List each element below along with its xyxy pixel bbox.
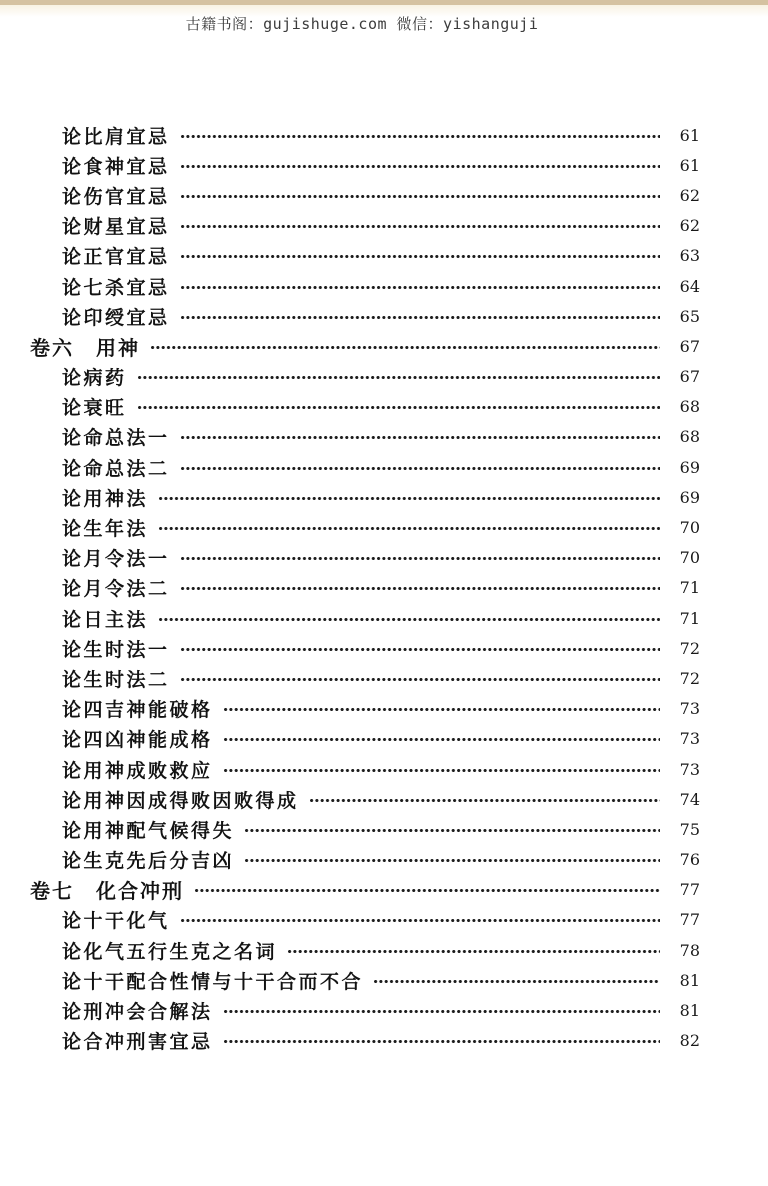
toc-entry-title: 论食神宜忌 bbox=[62, 155, 170, 178]
toc-entry-title: 论衰旺 bbox=[62, 397, 127, 420]
toc-entry-row bbox=[0, 392, 768, 422]
toc-page-number: 71 bbox=[679, 578, 700, 598]
toc-entry-title: 论用神法 bbox=[62, 487, 149, 510]
toc-page-number: 82 bbox=[679, 1031, 700, 1051]
toc-entry-title: 论化气五行生克之名词 bbox=[62, 940, 278, 963]
toc-entry-row bbox=[0, 603, 768, 633]
toc-entry-row bbox=[0, 814, 768, 844]
toc-entry-row bbox=[0, 150, 768, 180]
toc-entry-row bbox=[0, 663, 768, 693]
toc-page-number: 64 bbox=[679, 276, 700, 296]
toc-page-number: 62 bbox=[679, 185, 700, 205]
toc-entry-row bbox=[0, 452, 768, 482]
toc-entry-title: 论命总法一 bbox=[62, 427, 170, 450]
toc-page-number: 61 bbox=[679, 155, 700, 175]
toc-entry-title: 论命总法二 bbox=[62, 457, 170, 480]
toc-entry-row bbox=[0, 211, 768, 241]
dotted-leader bbox=[181, 556, 660, 561]
dotted-leader bbox=[310, 798, 660, 803]
dotted-leader bbox=[245, 828, 660, 833]
toc-section-row bbox=[0, 875, 768, 905]
toc-page-number: 75 bbox=[679, 819, 700, 839]
toc-entry-row bbox=[0, 362, 768, 392]
toc-entry-row bbox=[0, 180, 768, 210]
toc-page-number: 62 bbox=[679, 216, 700, 236]
dotted-leader bbox=[181, 647, 660, 652]
toc-page-number: 68 bbox=[679, 427, 700, 447]
toc-entry-title: 论伤官宜忌 bbox=[62, 185, 170, 208]
table-of-contents bbox=[0, 120, 768, 1056]
toc-page-number: 73 bbox=[679, 729, 700, 749]
toc-page-number: 76 bbox=[679, 850, 700, 870]
dotted-leader bbox=[288, 949, 660, 954]
dotted-leader bbox=[181, 194, 660, 199]
toc-entry-title: 论十干化气 bbox=[62, 910, 170, 933]
dotted-leader bbox=[181, 677, 660, 682]
toc-entry-row bbox=[0, 120, 768, 150]
toc-entry-row bbox=[0, 995, 768, 1025]
toc-page-number: 71 bbox=[679, 608, 700, 628]
toc-page-number: 67 bbox=[679, 336, 700, 356]
toc-page-number: 77 bbox=[679, 880, 700, 900]
toc-entry-title: 论财星宜忌 bbox=[62, 216, 170, 239]
toc-page-number: 63 bbox=[679, 246, 700, 266]
toc-entry-row bbox=[0, 754, 768, 784]
toc-entry-row bbox=[0, 784, 768, 814]
toc-page-number: 67 bbox=[679, 367, 700, 387]
toc-page-number: 70 bbox=[679, 548, 700, 568]
dotted-leader bbox=[181, 586, 660, 591]
toc-entry-title: 论用神配气候得失 bbox=[62, 819, 235, 842]
toc-entry-title: 论生年法 bbox=[62, 518, 149, 541]
toc-entry-row bbox=[0, 573, 768, 603]
toc-page-number: 65 bbox=[679, 306, 700, 326]
dotted-leader bbox=[159, 526, 660, 531]
toc-page-number: 77 bbox=[679, 910, 700, 930]
toc-page-number: 70 bbox=[679, 518, 700, 538]
toc-entry-title: 论用神成败救应 bbox=[62, 759, 213, 782]
toc-section-title: 卷七 化合冲刑 bbox=[30, 879, 184, 904]
toc-entry-row bbox=[0, 845, 768, 875]
toc-entry-title: 论七杀宜忌 bbox=[62, 276, 170, 299]
dotted-leader bbox=[151, 345, 660, 350]
toc-page-number: 69 bbox=[679, 457, 700, 477]
toc-entry-row bbox=[0, 633, 768, 663]
toc-entry-title: 论日主法 bbox=[62, 608, 149, 631]
toc-page-number: 73 bbox=[679, 759, 700, 779]
toc-entry-row bbox=[0, 241, 768, 271]
toc-entry-row bbox=[0, 694, 768, 724]
toc-page-number: 78 bbox=[679, 940, 700, 960]
toc-page-number: 81 bbox=[679, 970, 700, 990]
toc-entry-row bbox=[0, 512, 768, 542]
dotted-leader bbox=[224, 768, 660, 773]
toc-page-number: 72 bbox=[679, 668, 700, 688]
toc-entry-title: 论用神因成得败因败得成 bbox=[62, 789, 299, 812]
dotted-leader bbox=[138, 375, 660, 380]
dotted-leader bbox=[181, 224, 660, 229]
dotted-leader bbox=[181, 466, 660, 471]
toc-entry-title: 论四凶神能成格 bbox=[62, 729, 213, 752]
toc-entry-row bbox=[0, 543, 768, 573]
toc-entry-row bbox=[0, 1026, 768, 1056]
toc-page-number: 72 bbox=[679, 638, 700, 658]
toc-entry-title: 论月令法一 bbox=[62, 548, 170, 571]
toc-entry-title: 论印绶宜忌 bbox=[62, 306, 170, 329]
toc-entry-title: 论生克先后分吉凶 bbox=[62, 850, 235, 873]
dotted-leader bbox=[374, 979, 660, 984]
toc-entry-title: 论病药 bbox=[62, 367, 127, 390]
dotted-leader bbox=[224, 1039, 660, 1044]
toc-entry-row bbox=[0, 724, 768, 754]
dotted-leader bbox=[245, 858, 660, 863]
dotted-leader bbox=[181, 435, 660, 440]
toc-page-number: 68 bbox=[679, 397, 700, 417]
toc-entry-title: 论十干配合性情与十干合而不合 bbox=[62, 970, 364, 993]
toc-entry-title: 论月令法二 bbox=[62, 578, 170, 601]
dotted-leader bbox=[224, 737, 660, 742]
dotted-leader bbox=[181, 254, 660, 259]
dotted-leader bbox=[195, 888, 660, 893]
dotted-leader bbox=[181, 164, 660, 169]
toc-entry-title: 论生时法一 bbox=[62, 638, 170, 661]
toc-entry-title: 论刑冲会合解法 bbox=[62, 1001, 213, 1024]
toc-entry-row bbox=[0, 905, 768, 935]
dotted-leader bbox=[159, 617, 660, 622]
watermark-header: 古籍书阁：gujishuge.com 微信：yishanguji bbox=[185, 15, 539, 33]
toc-entry-title: 论正官宜忌 bbox=[62, 246, 170, 269]
toc-entry-row bbox=[0, 482, 768, 512]
toc-section-title: 卷六 用神 bbox=[30, 335, 140, 360]
toc-entry-row bbox=[0, 965, 768, 995]
dotted-leader bbox=[138, 405, 660, 410]
toc-entry-row bbox=[0, 271, 768, 301]
toc-entry-row bbox=[0, 422, 768, 452]
dotted-leader bbox=[181, 134, 660, 139]
toc-page-number: 69 bbox=[679, 487, 700, 507]
toc-section-row bbox=[0, 331, 768, 361]
toc-page-number: 61 bbox=[679, 125, 700, 145]
toc-page-number: 81 bbox=[679, 1001, 700, 1021]
dotted-leader bbox=[181, 285, 660, 290]
dotted-leader bbox=[224, 1009, 660, 1014]
toc-entry-row bbox=[0, 301, 768, 331]
dotted-leader bbox=[181, 918, 660, 923]
toc-entry-title: 论四吉神能破格 bbox=[62, 699, 213, 722]
dotted-leader bbox=[181, 315, 660, 320]
dotted-leader bbox=[159, 496, 660, 501]
toc-page-number: 74 bbox=[679, 789, 700, 809]
toc-entry-title: 论合冲刑害宜忌 bbox=[62, 1031, 213, 1054]
toc-entry-title: 论生时法二 bbox=[62, 668, 170, 691]
toc-entry-title: 论比肩宜忌 bbox=[62, 125, 170, 148]
dotted-leader bbox=[224, 707, 660, 712]
toc-entry-row bbox=[0, 935, 768, 965]
toc-page-number: 73 bbox=[679, 699, 700, 719]
